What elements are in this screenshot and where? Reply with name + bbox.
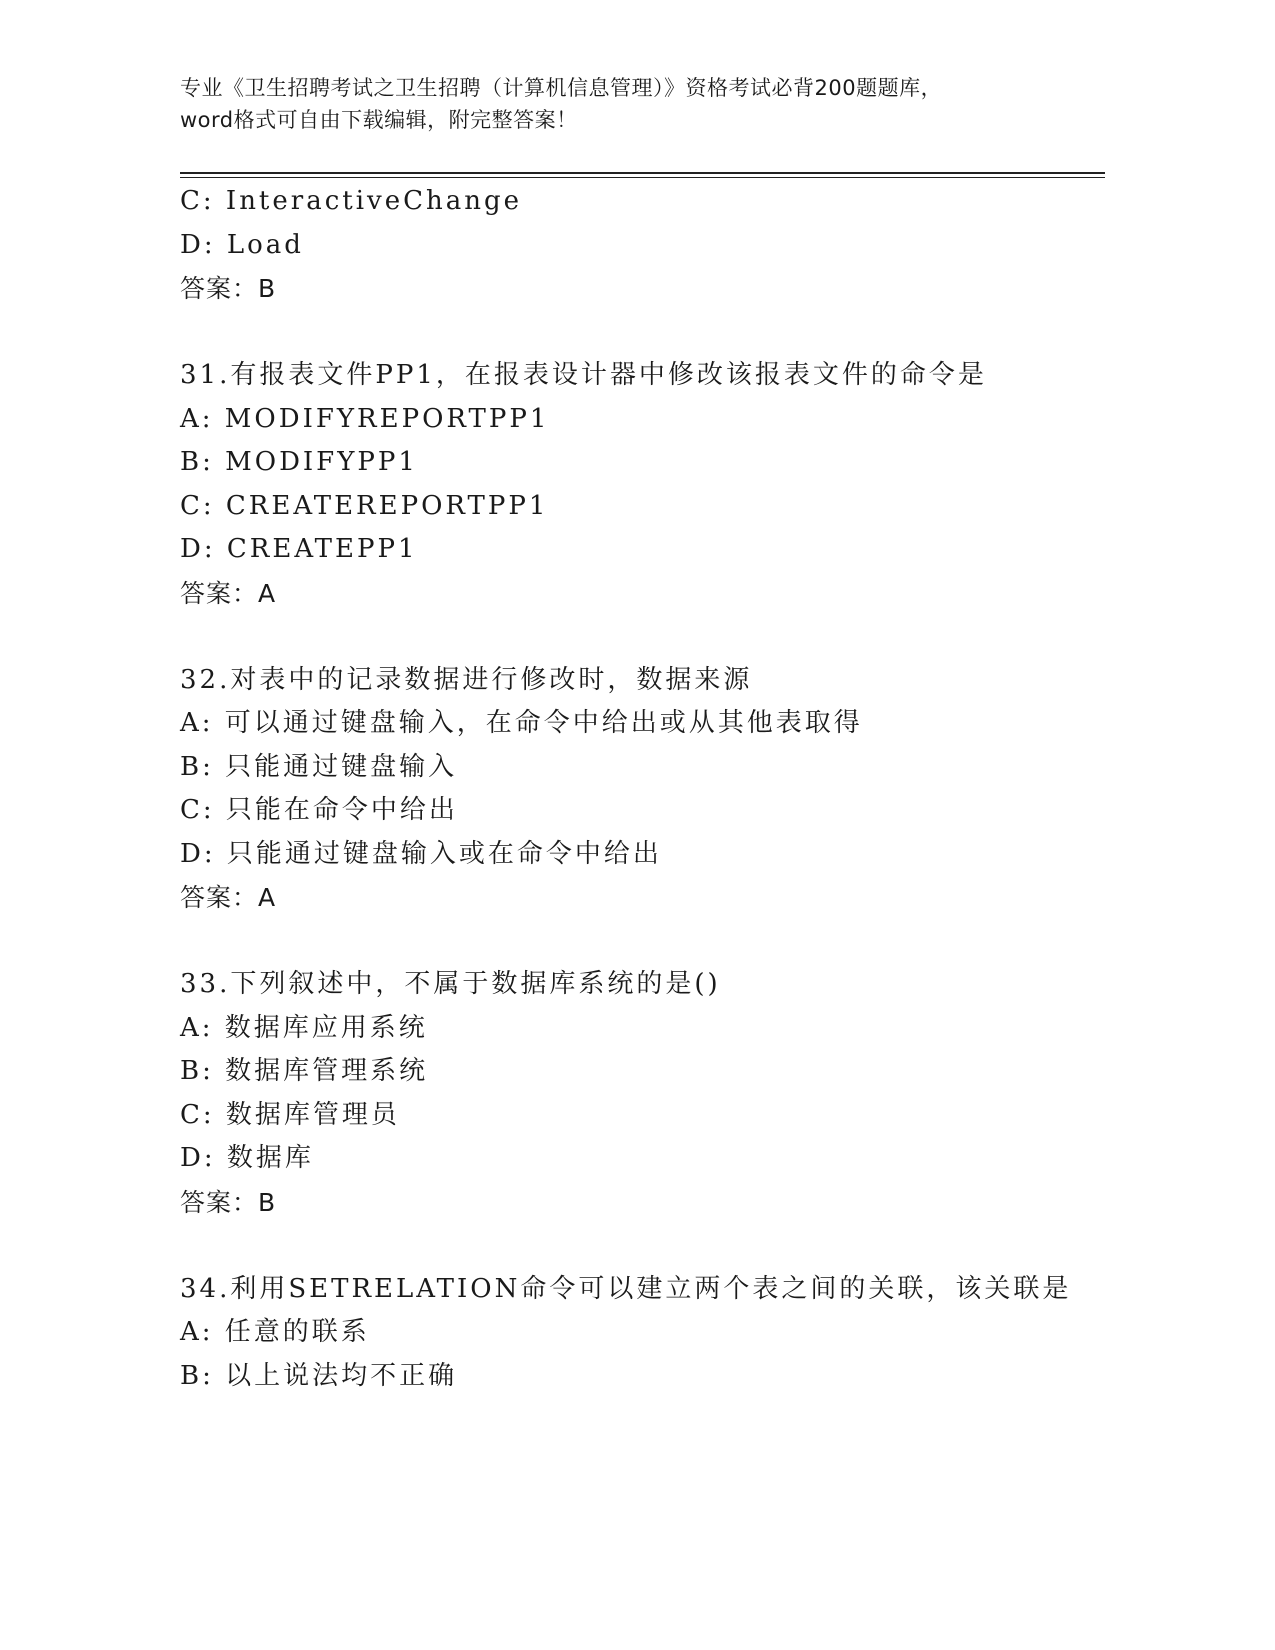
question-block-continued [180,180,1105,311]
option-c: C: InteractiveChange [180,186,523,216]
option-d: D: 数据库 [180,1143,314,1173]
question-stem: 34.利用SETRELATION命令可以建立两个表之间的关联，该关联是 [180,1273,1072,1304]
document-header [180,72,1080,136]
option-c: C: 只能在命令中给出 [180,795,458,825]
header-divider-thin [180,177,1105,178]
option-b: B: MODIFYPP1 [180,447,418,477]
option-b: B: 只能通过键盘输入 [180,751,458,782]
question-stem: 32.对表中的记录数据进行修改时，数据来源 [180,664,753,695]
option-d: D: 只能通过键盘输入或在命令中给出 [180,838,662,869]
header-title-line-1: 专业《卫生招聘考试之卫生招聘（计算机信息管理）》资格考试必背200题题库， [180,76,943,100]
spacer [180,311,1105,355]
option-a: A: MODIFYREPORTPP1 [180,403,550,434]
question-list [180,180,1105,1398]
answer-line: 答案：A [180,883,277,912]
answer-line: 答案：B [180,1187,277,1217]
option-d: D: Load [180,229,304,260]
spacer [180,615,1105,659]
question-stem: 33.下列叙述中，不属于数据库系统的是() [180,969,721,999]
answer-line: 答案：B [180,274,277,303]
option-c: C: 数据库管理员 [180,1099,400,1130]
question-block-34 [180,1268,1105,1399]
option-a: A: 数据库应用系统 [180,1012,428,1043]
answer-line: 答案：A [180,578,277,608]
header-title-line-2: word格式可自由下载编辑，附完整答案！ [180,108,578,132]
question-block-32 [180,659,1105,920]
option-d: D: CREATEPP1 [180,534,418,564]
spacer [180,920,1105,964]
question-block-31 [180,354,1105,615]
option-c: C: CREATEREPORTPP1 [180,490,549,521]
question-stem: 31.有报表文件PP1，在报表设计器中修改该报表文件的命令是 [180,360,987,390]
option-b: B: 数据库管理系统 [180,1056,429,1086]
question-block-33 [180,963,1105,1224]
header-divider-thick [180,172,1105,174]
spacer [180,1224,1105,1268]
option-a: A: 任意的联系 [180,1317,370,1347]
option-b: B: 以上说法均不正确 [180,1360,458,1391]
option-a: A: 可以通过键盘输入，在命令中给出或从其他表取得 [180,708,863,738]
